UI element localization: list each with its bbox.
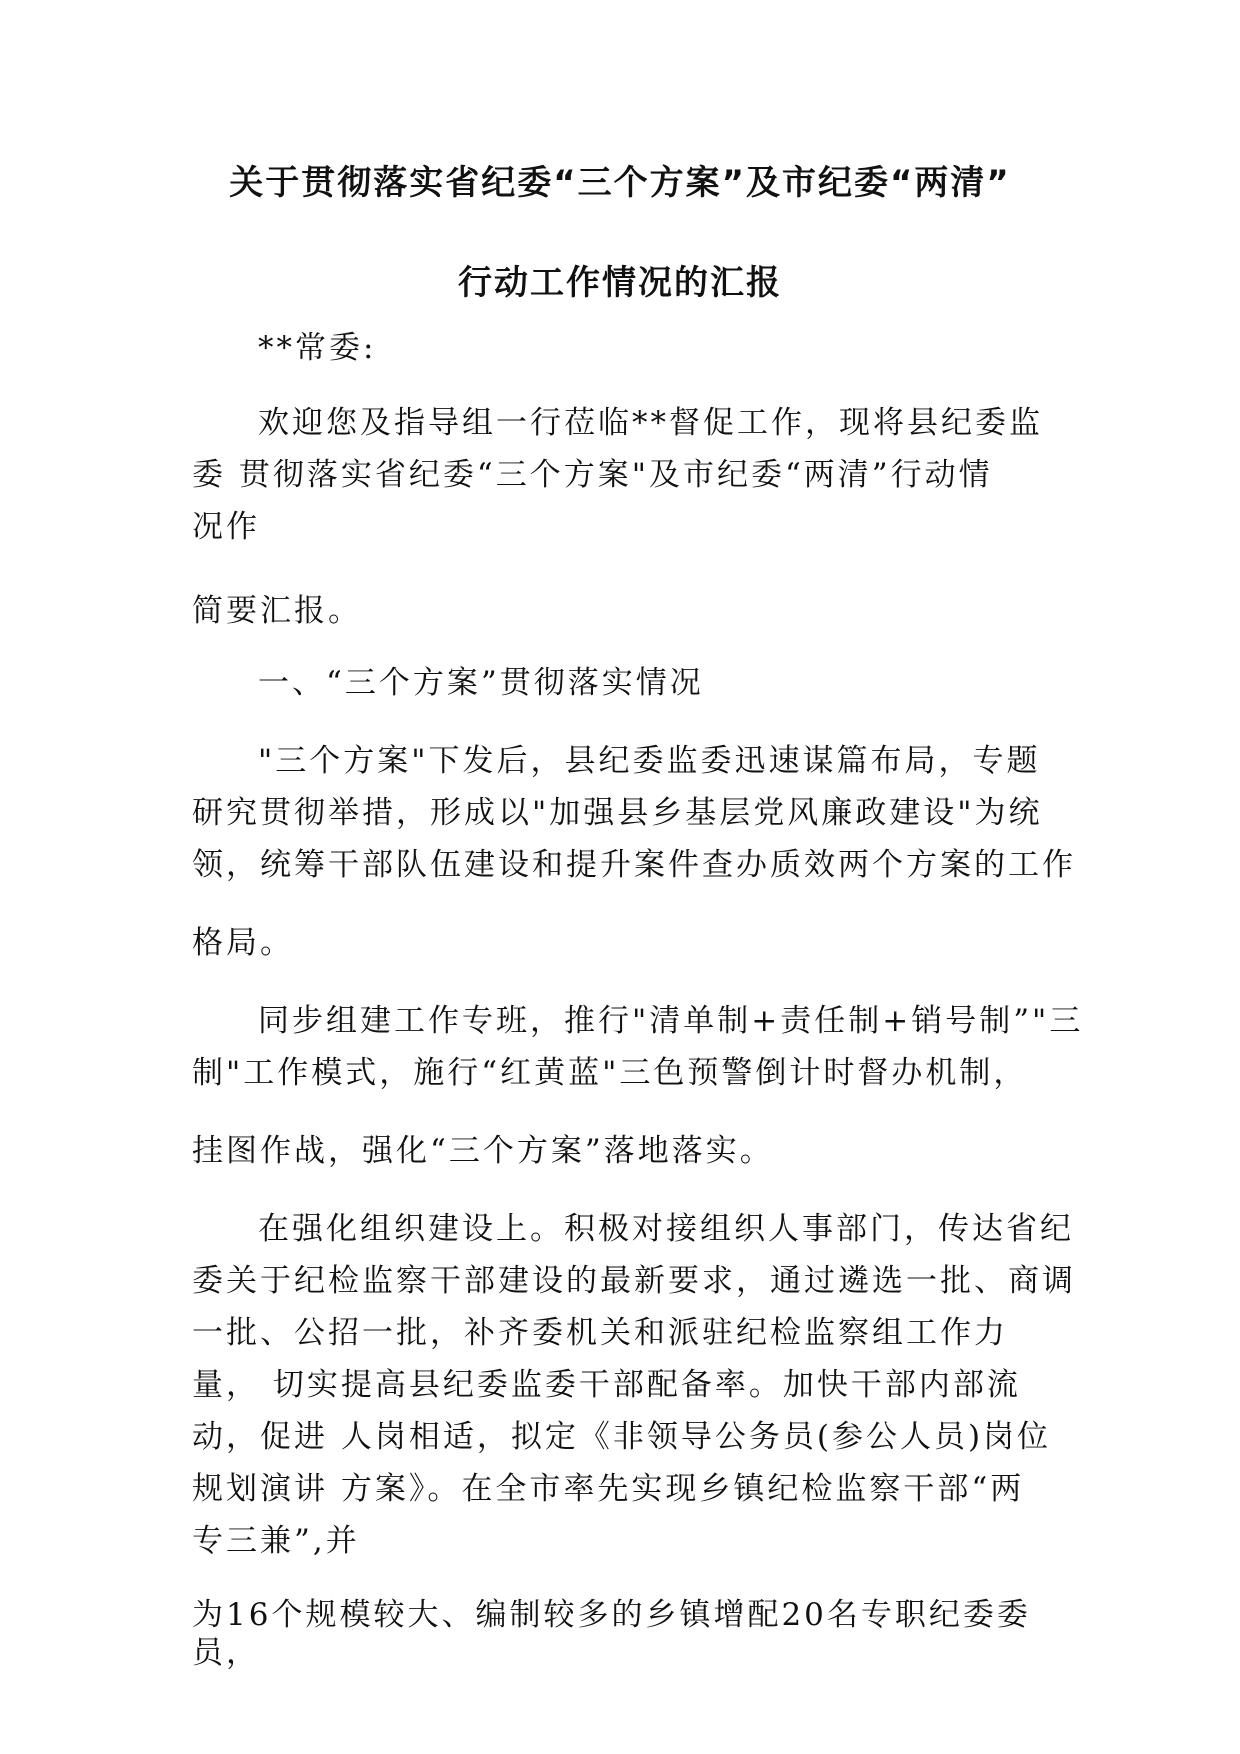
paragraph-line: 一批、公招一批，补齐委机关和派驻纪检监察组工作力 — [192, 1315, 1008, 1351]
paragraph-line: 领，统筹干部队伍建设和提升案件查办质效两个方案的工作 — [192, 847, 1076, 883]
paragraph-line: 动，促进 人岗相适，拟定《非领导公务员(参公人员)岗位 — [192, 1419, 1052, 1455]
paragraph-line: 研究贯彻举措，形成以"加强县乡基层党风廉政建设"为统 — [192, 795, 1043, 831]
paragraph-line: "三个方案"下发后，县纪委监委迅速谋篇布局，专题 — [258, 743, 1041, 779]
paragraph-line: 委关于纪检监察干部建设的最新要求，通过遴选一批、商调 — [192, 1263, 1076, 1299]
paragraph-line: 量， 切实提高县纪委监委干部配备率。加快干部内部流 — [192, 1367, 1021, 1403]
document-title-line-2: 行动工作情况的汇报 — [458, 263, 782, 303]
paragraph-line: 规划演讲 方案》。在全市率先实现乡镇纪检监察干部“两 — [192, 1471, 1025, 1507]
document-title-line-1: 关于贯彻落实省纪委“三个方案”及市纪委“两清” — [229, 163, 1011, 203]
paragraph-line: 挂图作战，强化“三个方案”落地落实。 — [192, 1133, 774, 1169]
paragraph-line: 欢迎您及指导组一行莅临**督促工作，现将县纪委监 — [258, 405, 1043, 441]
salutation: **常委: — [258, 330, 377, 366]
paragraph-line: 同步组建工作专班，推行"清单制+责任制+销号制”"三 — [258, 1003, 1084, 1039]
paragraph-line: 在强化组织建设上。积极对接组织人事部门，传达省纪 — [258, 1211, 1074, 1247]
paragraph-line: 制"工作模式，施行“红黄蓝"三色预警倒计时督办机制， — [192, 1055, 1028, 1091]
paragraph-line: 为16个规模较大、编制较多的乡镇增配20名专职纪委委 — [192, 1597, 1031, 1633]
paragraph-line: 格局。 — [192, 925, 294, 961]
paragraph-line: 员， — [192, 1635, 260, 1671]
paragraph-line: 简要汇报。 — [192, 593, 362, 629]
paragraph-line: 专三兼”,并 — [192, 1523, 360, 1559]
section-heading: 一、“三个方案”贯彻落实情况 — [258, 665, 704, 701]
paragraph-line: 委 贯彻落实省纪委“三个方案"及市纪委“两清”行动情 — [192, 457, 993, 493]
paragraph-line: 况作 — [192, 509, 260, 545]
